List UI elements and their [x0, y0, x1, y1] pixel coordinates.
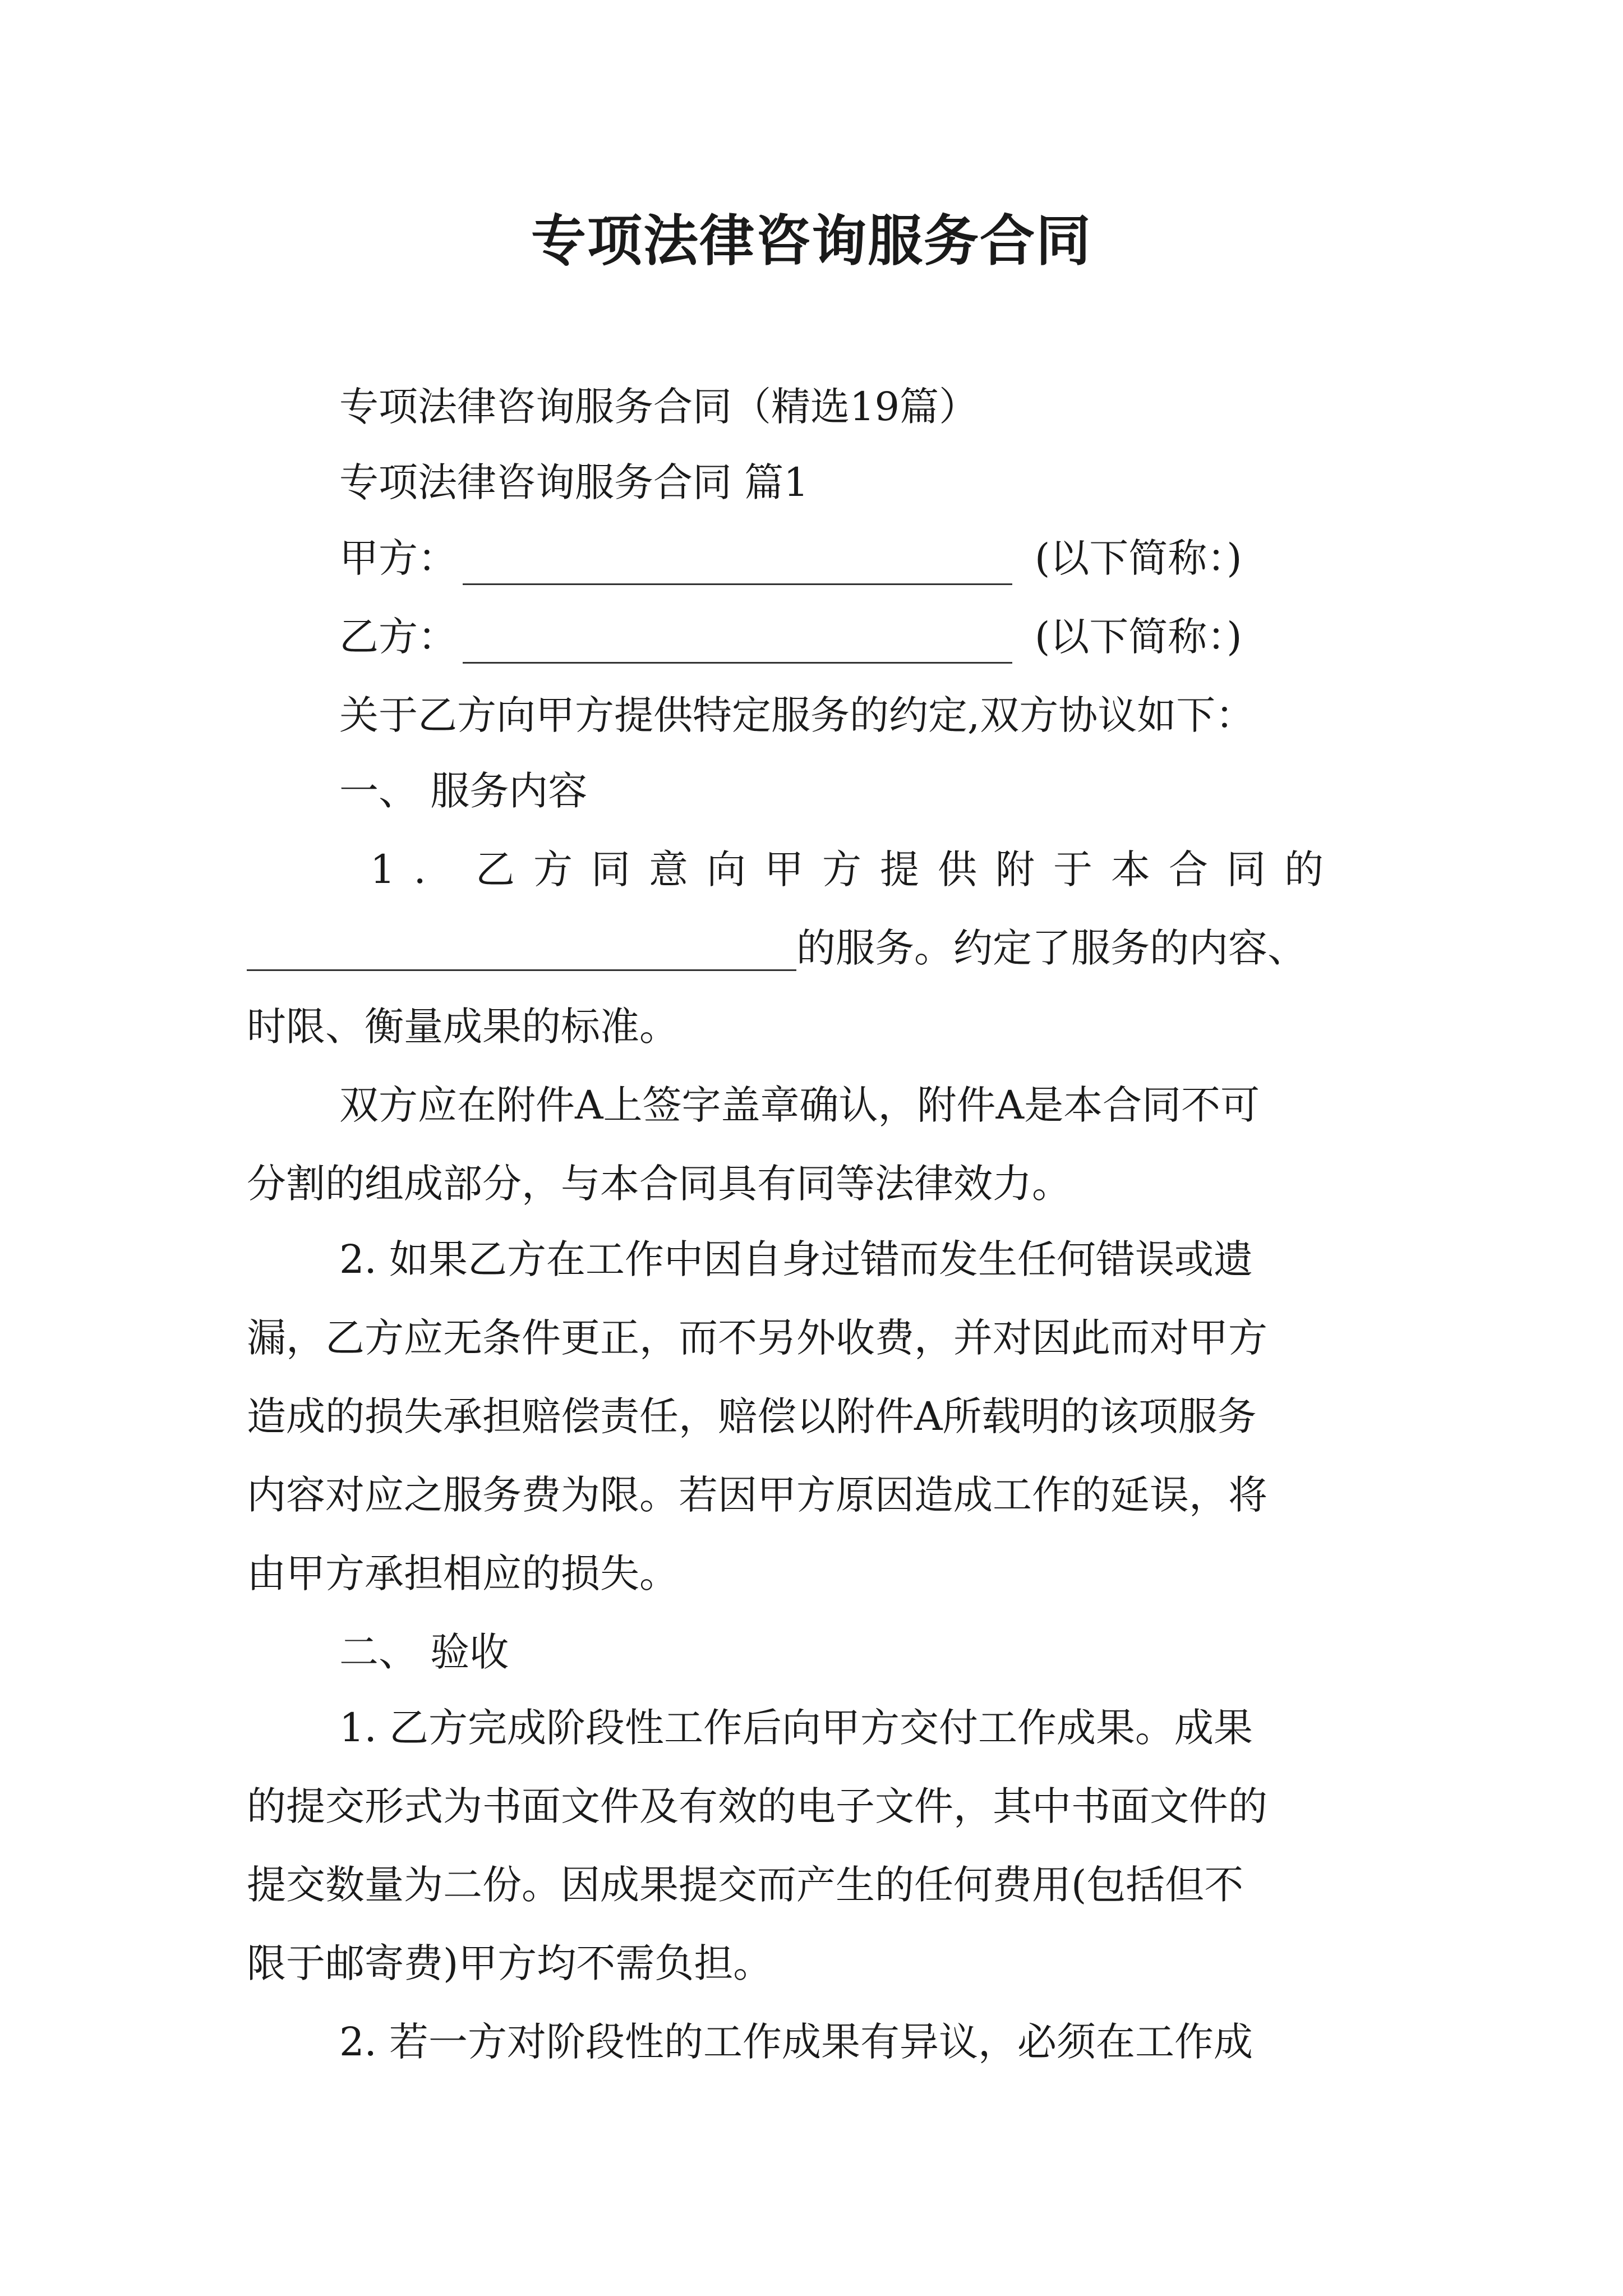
clause-2-item-1-line-4: 限于邮寄费)甲方均不需负担。	[247, 1940, 773, 1986]
clause-1-item-2-line-1: 2. 如果乙方在工作中因自身过错而发生任何错误或遗	[339, 1236, 1253, 1282]
clause-1-item-2-line-5: 由甲方承担相应的损失。	[247, 1550, 679, 1596]
clause-1-item-2-line-2: 漏，乙方应无条件更正，而不另外收费，并对因此而对甲方	[247, 1315, 1267, 1361]
document-subtitle: 专项法律咨询服务合同（精选19篇）	[339, 384, 979, 430]
clause-2-heading: 二、 验收	[339, 1629, 509, 1675]
clause-1-item-1-line-2: 的服务。约定了服务的内容、	[796, 925, 1307, 971]
party-a-label: 甲方：	[339, 535, 457, 581]
party-a-blank	[463, 583, 1012, 585]
section-heading: 专项法律咨询服务合同 篇1	[339, 459, 809, 505]
clause-1-item-2-line-3: 造成的损失承担赔偿责任，赔偿以附件A所载明的该项服务	[247, 1393, 1257, 1439]
party-b-label: 乙方：	[339, 614, 457, 660]
clause-1-para-2-line-2: 分割的组成部分，与本合同具有同等法律效力。	[247, 1161, 1071, 1207]
clause-1-para-2-line-1: 双方应在附件A上签字盖章确认，附件A是本合同不可	[339, 1082, 1260, 1128]
clause-1-item-1-line-3: 时限、衡量成果的标准。	[247, 1004, 679, 1050]
party-a-suffix: (以下简称：)	[1035, 535, 1242, 581]
document-title: 专项法律咨询服务合同	[531, 209, 1092, 273]
clause-2-item-1-line-2: 的提交形式为书面文件及有效的电子文件，其中书面文件的	[247, 1783, 1267, 1829]
clause-2-item-1-line-3: 提交数量为二份。因成果提交而产生的任何费用(包括但不	[247, 1862, 1244, 1908]
clause-2-item-2-line-1: 2. 若一方对阶段性的工作成果有异议，必须在工作成	[339, 2019, 1253, 2065]
clause-1-heading: 一、 服务内容	[339, 768, 588, 814]
party-b-suffix: (以下简称：)	[1035, 614, 1242, 660]
clause-1-item-2-line-4: 内容对应之服务费为限。若因甲方原因造成工作的延误，将	[247, 1472, 1267, 1518]
intro-paragraph: 关于乙方向甲方提供特定服务的约定,双方协议如下：	[339, 692, 1255, 738]
clause-1-item-1-line-1: 1. 乙方同意向甲方提供附于本合同的	[370, 846, 1343, 892]
party-b-blank	[463, 662, 1012, 664]
service-name-blank	[247, 969, 796, 971]
clause-2-item-1-line-1: 1. 乙方完成阶段性工作后向甲方交付工作成果。成果	[339, 1705, 1253, 1751]
